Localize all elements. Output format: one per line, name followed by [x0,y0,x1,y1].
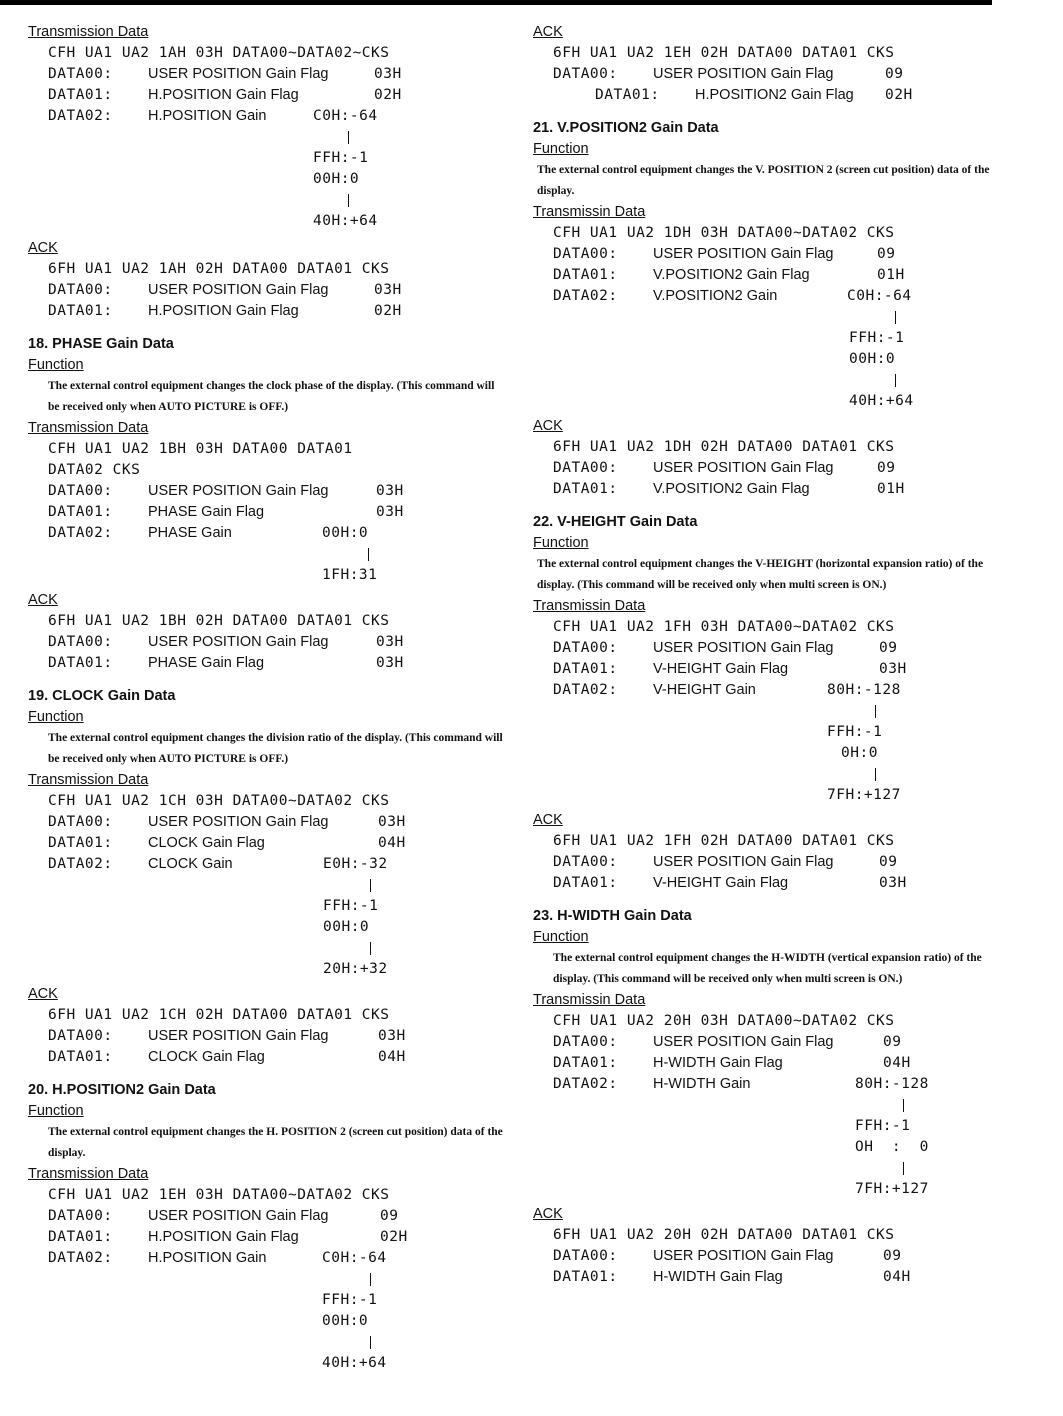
data-row: DATA02: V.POSITION2 Gain C0H:-64 [553,288,912,304]
range-bar-icon [348,131,349,144]
command-line: CFH UA1 UA2 20H 03H DATA00~DATA02 CKS [553,1013,895,1029]
ack-command-line: 6FH UA1 UA2 20H 02H DATA00 DATA01 CKS [553,1227,895,1243]
data-row: DATA01: H.POSITION Gain Flag 02H [48,1229,408,1245]
range-bar-icon [370,1273,371,1286]
data-row: DATA01: H.POSITION2 Gain Flag 02H [595,87,913,103]
ack-label: ACK [28,240,58,256]
value-range: FFH:-1 00H:0 40H:+64 [28,127,504,232]
data-row: DATA00: USER POSITION Gain Flag 09 [553,640,898,656]
function-label: Function [533,141,589,157]
function-description: The external control equipment changes the division ratio of the display. (This command will be received only when AUTO PICTURE is OFF.) [48,732,503,765]
data-row: DATA01: V.POSITION2 Gain Flag 01H [553,267,905,283]
command-line: CFH UA1 UA2 1BH 03H DATA00 DATA01 [48,441,353,457]
section-17-continued [28,22,504,322]
function-description: The external control equipment changes the V-HEIGHT (horizontal expansion ratio) of the display. (This command will be received only when multi screen is ON.) [537,558,984,591]
function-description: The external control equipment changes the H. POSITION 2 (screen cut position) data of the display. [48,1126,503,1159]
ack-label: ACK [533,24,563,40]
function-label: Function [28,709,84,725]
left-column [28,22,504,1374]
command-line: CFH UA1 UA2 1AH 03H DATA00~DATA02~CKS [48,45,390,61]
range-bar-icon [875,705,876,718]
ack-label: ACK [533,812,563,828]
ack-label: ACK [533,1206,563,1222]
data-row: DATA00: USER POSITION Gain Flag 03H [48,634,404,650]
data-row: DATA00: USER POSITION Gain Flag 09 [553,460,896,476]
section-title: 20. H.POSITION2 Gain Data [28,1082,216,1098]
function-label: Function [28,357,84,373]
data-row: DATA01: V-HEIGHT Gain Flag 03H [553,661,907,677]
value-range: FFH:-1 0H:0 7FH:+127 [533,701,1005,806]
value-range: FFH:-1 00H:0 20H:+32 [28,875,504,980]
range-bar-icon [370,879,371,892]
transmission-data-label: Transmission Data [28,1166,149,1182]
data-row: DATA01: H.POSITION Gain Flag 02H [48,303,402,319]
data-row: DATA00: USER POSITION Gain Flag 03H [48,1028,406,1044]
data-row: DATA00: USER POSITION Gain Flag 03H [48,66,402,82]
function-description: The external control equipment changes the H-WIDTH (vertical expansion ratio) of the display. (This command will be received only when multi screen is ON.) [553,952,982,985]
section-title: 19. CLOCK Gain Data [28,688,176,704]
transmission-data-label: Transmission Data [28,772,149,788]
range-bar-icon [370,1336,371,1349]
data-row: DATA00: USER POSITION Gain Flag 09 [553,66,904,82]
ack-label: ACK [28,986,58,1002]
ack-label: ACK [533,418,563,434]
data-row: DATA02: H-WIDTH Gain 80H:-128 [553,1076,929,1092]
ack-command-line: 6FH UA1 UA2 1BH 02H DATA00 DATA01 CKS [48,613,390,629]
top-rule [0,0,992,5]
data-row: DATA02: H.POSITION Gain C0H:-64 [48,108,378,124]
section-title: 22. V-HEIGHT Gain Data [533,514,698,530]
section-20 [28,1080,504,1374]
data-row: DATA00: USER POSITION Gain Flag 09 [553,246,896,262]
transmission-data-label: Transmissin Data [533,992,646,1008]
range-bar-icon [903,1099,904,1112]
range-bar-icon [895,311,896,324]
command-line: CFH UA1 UA2 1EH 03H DATA00~DATA02 CKS [48,1187,390,1203]
function-label: Function [28,1103,84,1119]
section-21 [533,118,1005,500]
section-title: 23. H-WIDTH Gain Data [533,908,692,924]
data-row: DATA01: CLOCK Gain Flag 04H [48,835,406,851]
range-bar-icon [348,194,349,207]
function-label: Function [533,929,589,945]
ack-label: ACK [28,592,58,608]
data-row: DATA01: V.POSITION2 Gain Flag 01H [553,481,905,497]
data-row: DATA00: USER POSITION Gain Flag 03H [48,483,404,499]
transmission-data-label: Transmissin Data [533,204,646,220]
data-row: DATA00: USER POSITION Gain Flag 09 [553,1248,902,1264]
data-row: DATA01: PHASE Gain Flag 03H [48,504,404,520]
range-bar-icon [875,768,876,781]
range-bar-icon [370,942,371,955]
data-row: DATA01: PHASE Gain Flag 03H [48,655,404,671]
ack-command-line: 6FH UA1 UA2 1CH 02H DATA00 DATA01 CKS [48,1007,390,1023]
section-title: 21. V.POSITION2 Gain Data [533,120,719,136]
section-22 [533,512,1005,894]
data-row: DATA02: V-HEIGHT Gain 80H:-128 [553,682,901,698]
section-23 [533,906,1005,1288]
ack-command-line: 6FH UA1 UA2 1AH 02H DATA00 DATA01 CKS [48,261,390,277]
ack-command-line: 6FH UA1 UA2 1EH 02H DATA00 DATA01 CKS [553,45,895,61]
value-range: FFH:-1 00H:0 40H:+64 [533,307,1005,412]
ack-command-line: 6FH UA1 UA2 1DH 02H DATA00 DATA01 CKS [553,439,895,455]
data-row: DATA02: PHASE Gain 00H:0 [48,525,369,541]
data-row: DATA02: H.POSITION Gain C0H:-64 [48,1250,387,1266]
value-range: FFH:-1 00H:0 40H:+64 [28,1269,504,1374]
data-row: DATA01: V-HEIGHT Gain Flag 03H [553,875,907,891]
data-row: DATA00: USER POSITION Gain Flag 03H [48,814,406,830]
transmission-data-label: Transmission Data [28,420,149,436]
function-label: Function [533,535,589,551]
transmission-data-label: Transmission Data [28,24,149,40]
command-line: CFH UA1 UA2 1DH 03H DATA00~DATA02 CKS [553,225,895,241]
data-row: DATA02: CLOCK Gain E0H:-32 [48,856,388,872]
function-description: The external control equipment changes the clock phase of the display. (This command will be received only when AUTO PICTURE is OFF.) [48,380,495,413]
data-row: DATA00: USER POSITION Gain Flag 09 [48,1208,399,1224]
ack-command-line: 6FH UA1 UA2 1FH 02H DATA00 DATA01 CKS [553,833,895,849]
range-bar-icon [903,1162,904,1175]
value-range: 1FH:31 [28,544,504,586]
data-row: DATA01: H-WIDTH Gain Flag 04H [553,1269,911,1285]
right-column [533,22,1005,1288]
command-line: CFH UA1 UA2 1FH 03H DATA00~DATA02 CKS [553,619,895,635]
section-19 [28,686,504,1068]
section-20-ack [533,22,1005,106]
range-bar-icon [368,548,369,561]
transmission-data-label: Transmissin Data [533,598,646,614]
data-row: DATA00: USER POSITION Gain Flag 09 [553,854,898,870]
data-row: DATA01: H.POSITION Gain Flag 02H [48,87,402,103]
data-row: DATA00: USER POSITION Gain Flag 09 [553,1034,902,1050]
value-range: FFH:-1 OH : 0 7FH:+127 [533,1095,1005,1200]
section-title: 18. PHASE Gain Data [28,336,174,352]
command-line: DATA02 CKS [48,462,141,478]
range-bar-icon [895,374,896,387]
section-18 [28,334,504,674]
data-row: DATA00: USER POSITION Gain Flag 03H [48,282,402,298]
command-line: CFH UA1 UA2 1CH 03H DATA00~DATA02 CKS [48,793,390,809]
data-row: DATA01: CLOCK Gain Flag 04H [48,1049,406,1065]
function-description: The external control equipment changes the V. POSITION 2 (screen cut position) data of the display. [537,164,990,197]
data-row: DATA01: H-WIDTH Gain Flag 04H [553,1055,911,1071]
